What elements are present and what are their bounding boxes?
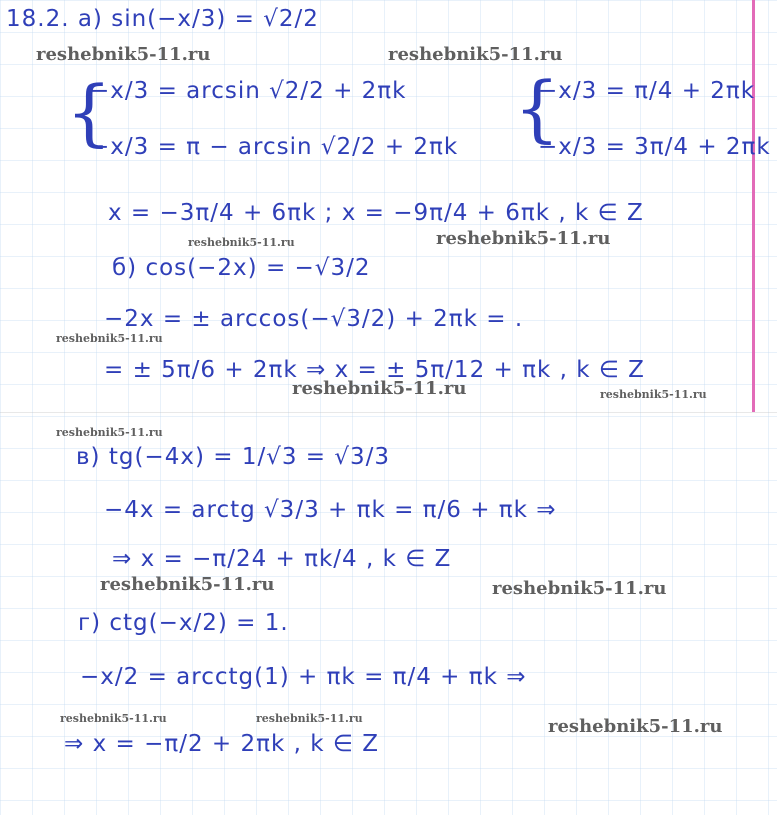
watermark-2: reshebnik5-11.ru <box>388 44 563 65</box>
step-b-1: −2x = ± arccos(−√3/2) + 2πk = . <box>104 306 524 332</box>
system-brace-right: { <box>514 66 560 150</box>
watermark-10: reshebnik5-11.ru <box>492 578 667 599</box>
step-g-1: −x/2 = arcctg(1) + πk = π/4 + πk ⇒ <box>80 664 527 690</box>
answer-g: ⇒ x = −π/2 + 2πk , k ∈ Z <box>64 731 379 757</box>
watermark-9: reshebnik5-11.ru <box>100 574 275 595</box>
watermark-12: reshebnik5-11.ru <box>256 712 363 725</box>
problem-b-statement: б) cos(−2x) = −√3/2 <box>112 255 371 281</box>
system-line-1: −x/3 = arcsin √2/2 + 2πk <box>90 78 407 104</box>
problem-v-statement: в) tg(−4x) = 1/√3 = √3/3 <box>76 444 391 470</box>
watermark-6: reshebnik5-11.ru <box>292 378 467 399</box>
watermark-7: reshebnik5-11.ru <box>600 388 707 401</box>
watermark-4: reshebnik5-11.ru <box>436 228 611 249</box>
watermark-1: reshebnik5-11.ru <box>36 44 211 65</box>
watermark-8: reshebnik5-11.ru <box>56 426 163 439</box>
system-brace-left: { <box>66 70 112 154</box>
watermark-3: reshebnik5-11.ru <box>188 236 295 249</box>
watermark-13: reshebnik5-11.ru <box>548 716 723 737</box>
problem-a-statement: 18.2. a) sin(−x/3) = √2/2 <box>6 6 319 32</box>
step-v-1: −4x = arctg √3/3 + πk = π/6 + πk ⇒ <box>104 497 557 523</box>
page-divider <box>0 412 777 413</box>
answer-b: = ± 5π/6 + 2πk ⇒ x = ± 5π/12 + πk , k ∈ Z <box>104 357 645 383</box>
answer-a: x = −3π/4 + 6πk ; x = −9π/4 + 6πk , k ∈ Z <box>108 200 644 226</box>
system-line-2: −x/3 = π − arcsin √2/2 + 2πk <box>90 134 459 160</box>
page-edge-line <box>752 0 755 412</box>
answer-v: ⇒ x = −π/24 + πk/4 , k ∈ Z <box>112 546 452 572</box>
system-line-4: −x/3 = 3π/4 + 2πk <box>538 134 771 160</box>
watermark-5: reshebnik5-11.ru <box>56 332 163 345</box>
watermark-11: reshebnik5-11.ru <box>60 712 167 725</box>
system-line-3: −x/3 = π/4 + 2πk <box>538 78 756 104</box>
problem-g-statement: г) ctg(−x/2) = 1. <box>78 610 289 636</box>
